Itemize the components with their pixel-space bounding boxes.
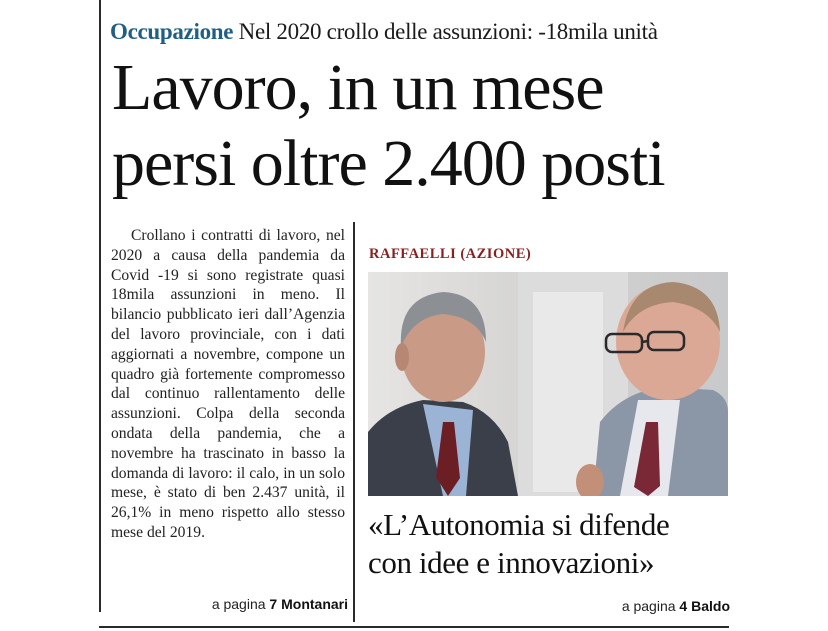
sidebar-ref-page: 4: [679, 598, 688, 614]
interview-photo: [368, 272, 728, 496]
interview-photo-illustration: [368, 272, 728, 496]
sidebar-label: RAFFAELLI (AZIONE): [369, 246, 532, 262]
headline-line-2: persi oltre 2.400 posti: [112, 127, 665, 200]
kicker: [110, 15, 740, 49]
article-ref-prefix: a pagina: [211, 596, 266, 612]
bottom-rule: [99, 626, 729, 628]
sidebar-page-reference: [540, 596, 730, 616]
article-ref-author: Montanari: [281, 596, 348, 612]
column-divider: [353, 222, 355, 622]
article-page-reference: [168, 594, 348, 614]
kicker-subtitle: Nel 2020 crollo delle assunzioni: -18mila unità: [238, 19, 658, 44]
sidebar-ref-author: Baldo: [691, 598, 730, 614]
article-body: Crollano i contratti di lavoro, nel 2020 a causa della pandemia da Covid -19 si sono registrate quasi 18mila assunzioni in meno. Il bilancio pubblicato ieri dall’Agenzia del lavoro provinciale, con i dati aggiornati a novembre, compone un quadro già fortemente compromesso dal continuo rallentamento delle assunzioni. Colpa della seconda ondata della pandemia, che a novembre ha trascinato in basso la domanda di lavoro: il calo, in un solo mese, è stato di ben 2.437 unità, il 26,1% in meno rispetto allo stesso mese del 2019.: [111, 227, 345, 541]
sidebar-quote: [368, 506, 738, 582]
quote-line-1: «L’Autonomia si difende: [368, 507, 670, 542]
article-ref-page: 7: [269, 596, 278, 612]
kicker-section: Occupazione: [110, 19, 234, 44]
headline: [112, 50, 752, 202]
headline-line-1: Lavoro, in un mese: [112, 51, 604, 124]
sidebar-ref-prefix: a pagina: [621, 598, 676, 614]
quote-line-2: con idee e innovazioni»: [368, 545, 655, 580]
left-column-rule: [99, 0, 101, 612]
